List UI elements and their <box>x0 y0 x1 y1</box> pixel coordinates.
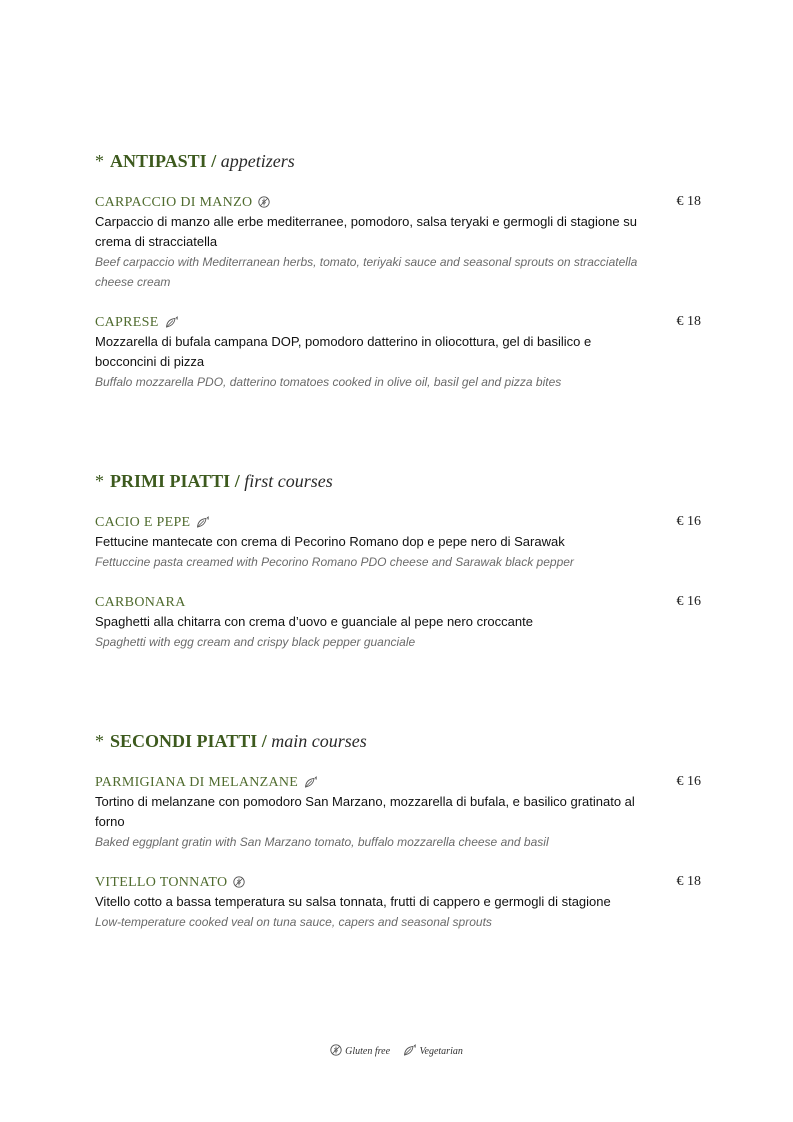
dish-description-it: Mozzarella di bufala campana DOP, pomodoro datterino in oliocottura, gel di basilico e bocconcini di pizza <box>95 334 592 369</box>
dish-name: CACIO E PEPE <box>95 515 191 530</box>
legend-gluten-free <box>330 1046 390 1057</box>
vegetarian-icon <box>304 774 318 794</box>
legend-vegetarian <box>403 1046 463 1057</box>
dish-description-en: Buffalo mozzarella PDO, datterino tomatoes cooked in olive oil, basil gel and pizza bites <box>95 375 562 389</box>
vegetarian-icon <box>165 314 179 334</box>
vegetarian-icon <box>196 514 210 534</box>
dish-description-it: Fettucine mantecate con crema di Pecorino Romano dop e pepe nero di Sarawak <box>95 534 565 549</box>
dish-item <box>95 872 701 932</box>
dish-name: VITELLO TONNATO <box>95 875 228 890</box>
dish-name: CARBONARA <box>95 595 186 610</box>
section-secondi-piatti <box>95 728 701 929</box>
dish-price: € 18 <box>676 194 701 209</box>
dish-description-it: Spaghetti alla chitarra con crema d’uovo e guanciale al pepe nero croccante <box>95 614 533 629</box>
dish-description-it: Tortino di melanzane con pomodoro San Marzano, mozzarella di bufala, e basilico gratinato al forno <box>95 794 635 829</box>
section-antipasti <box>95 148 701 389</box>
section-title: * ANTIPASTI / appetizers <box>95 151 295 171</box>
icon-legend <box>0 1044 793 1059</box>
dish-price: € 18 <box>676 874 701 889</box>
dish-price: € 16 <box>676 514 701 529</box>
dish-price: € 16 <box>676 594 701 609</box>
dish-item <box>95 192 701 292</box>
dish-name: CAPRESE <box>95 315 159 330</box>
dish-item <box>95 312 701 392</box>
legend-label: Gluten free <box>345 1046 391 1057</box>
dish-item <box>95 592 701 652</box>
dish-description-en: Beef carpaccio with Mediterranean herbs, tomato, teriyaki sauce and seasonal sprouts on stracciatella cheese cream <box>95 255 638 289</box>
section-primi-piatti <box>95 468 701 649</box>
gluten-free-icon <box>258 194 270 214</box>
section-title: * SECONDI PIATTI / main courses <box>95 731 367 751</box>
dish-name: PARMIGIANA DI MELANZANE <box>95 775 299 790</box>
dish-description-en: Baked eggplant gratin with San Marzano tomato, buffalo mozzarella cheese and basil <box>95 835 549 849</box>
gluten-free-icon <box>330 1044 342 1059</box>
vegetarian-icon <box>403 1044 417 1059</box>
dish-description-it: Carpaccio di manzo alle erbe mediterranee, pomodoro, salsa teryaki e germogli di stagione su crema di stracciatella <box>95 214 637 249</box>
dish-item <box>95 772 701 852</box>
dish-description-en: Spaghetti with egg cream and crispy black pepper guanciale <box>95 635 416 649</box>
gluten-free-icon <box>233 874 245 894</box>
dish-description-en: Low-temperature cooked veal on tuna sauce, capers and seasonal sprouts <box>95 915 492 929</box>
dish-price: € 16 <box>676 774 701 789</box>
dish-price: € 18 <box>676 314 701 329</box>
dish-item <box>95 512 701 572</box>
dish-description-en: Fettuccine pasta creamed with Pecorino Romano PDO cheese and Sarawak black pepper <box>95 555 574 569</box>
section-title: * PRIMI PIATTI / first courses <box>95 471 333 491</box>
dish-description-it: Vitello cotto a bassa temperatura su salsa tonnata, frutti di cappero e germogli di stagione <box>95 894 611 909</box>
dish-name: CARPACCIO DI MANZO <box>95 195 253 210</box>
legend-label: Vegetarian <box>419 1046 463 1057</box>
